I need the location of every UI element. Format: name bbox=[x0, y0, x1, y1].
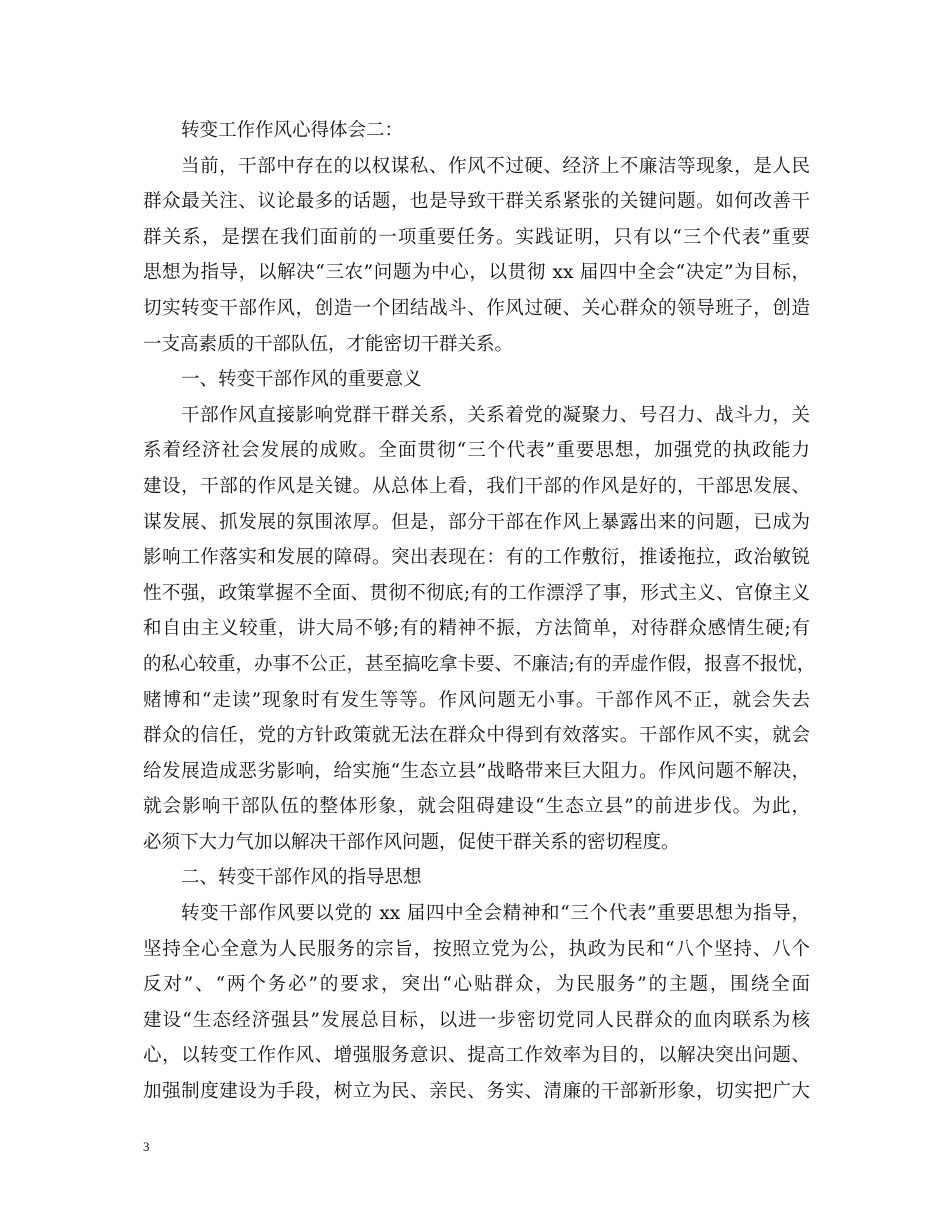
text-line: 赌博和“走读”现象时有发生等等。作风问题无小事。干部作风不正，就会失去 bbox=[143, 689, 810, 711]
section-heading-2 bbox=[143, 860, 810, 896]
text-line: 群众最关注、议论最多的话题，也是导致干群关系紧张的关键问题。如何改善干 bbox=[143, 191, 810, 213]
text-line: 当前，干部中存在的以权谋私、作风不过硬、经济上不廉洁等现象，是人民 bbox=[181, 155, 810, 177]
text-line: 转变干部作风要以党的 xx 届四中全会精神和“三个代表”重要思想为指导， bbox=[181, 903, 810, 925]
text-line: 干部作风直接影响党群干群关系，关系着党的凝聚力、号召力、战斗力，关 bbox=[181, 404, 810, 426]
text-line: 切实转变干部作风，创造一个团结战斗、作风过硬、关心群众的领导班子，创造 bbox=[143, 297, 810, 319]
text-line: 系着经济社会发展的成败。全面贯彻“三个代表”重要思想，加强党的执政能力 bbox=[143, 440, 810, 462]
text-line: 反对”、“两个务必”的要求，突出“心贴群众，为民服务”的主题，围绕全面 bbox=[143, 974, 810, 996]
text-line: 的私心较重，办事不公正，甚至搞吃拿卡要、不廉洁;有的弄虚作假，报喜不报忧， bbox=[143, 653, 816, 675]
paragraph-significance bbox=[143, 398, 816, 861]
text-line: 建设，干部的作风是关键。从总体上看，我们干部的作风是好的，干部思发展、 bbox=[143, 475, 810, 497]
document-title: 转变工作作风心得体会二： bbox=[181, 120, 404, 141]
text-line: 必须下大力气加以解决干部作风问题，促使干群关系的密切程度。 bbox=[143, 831, 680, 853]
section-heading-1 bbox=[143, 362, 810, 398]
text-line: 一支高素质的干部队伍，才能密切干群关系。 bbox=[143, 333, 514, 355]
text-line: 思想为指导，以解决“三农”问题为中心，以贯彻 xx 届四中全会“决定”为目标， bbox=[143, 262, 810, 284]
text-line: 谋发展、抓发展的氛围浓厚。但是，部分干部在作风上暴露出来的问题，已成为 bbox=[143, 511, 810, 533]
section-heading: 一、转变干部作风的重要意义 bbox=[181, 369, 422, 391]
page-number: 3 bbox=[143, 1139, 150, 1154]
text-line: 影响工作落实和发展的障碍。突出表现在：有的工作敷衍，推诿拖拉，政治敏锐 bbox=[143, 547, 810, 569]
paragraph-guiding-thought bbox=[143, 896, 810, 1110]
text-line: 心，以转变工作作风、增强服务意识、提高工作效率为目的，以解决突出问题、 bbox=[143, 1045, 810, 1067]
text-line: 就会影响干部队伍的整体形象，就会阻碍建设“生态立县”的前进步伐。为此， bbox=[143, 796, 810, 818]
text-line: 建设“生态经济强县”发展总目标，以进一步密切党同人民群众的血肉联系为核 bbox=[143, 1009, 810, 1031]
text-line: 给发展造成恶劣影响，给实施“生态立县”战略带来巨大阻力。作风问题不解决， bbox=[143, 760, 810, 782]
document-body bbox=[143, 113, 816, 1110]
section-heading: 二、转变干部作风的指导思想 bbox=[181, 867, 422, 889]
text-line: 性不强，政策掌握不全面、贯彻不彻底;有的工作漂浮了事，形式主义、官僚主义 bbox=[143, 582, 810, 604]
text-line: 坚持全心全意为人民服务的宗旨，按照立党为公，执政为民和“八个坚持、八个 bbox=[143, 938, 810, 960]
text-line: 加强制度建设为手段，树立为民、亲民、务实、清廉的干部新形象，切实把广大 bbox=[143, 1081, 810, 1103]
text-line: 群关系，是摆在我们面前的一项重要任务。实践证明，只有以“三个代表”重要 bbox=[143, 226, 810, 248]
text-line: 群众的信任，党的方针政策就无法在群众中得到有效落实。干部作风不实，就会 bbox=[143, 725, 810, 747]
paragraph-intro bbox=[143, 149, 810, 363]
text-line: 和自由主义较重，讲大局不够;有的精神不振，方法简单，对待群众感情生硬;有 bbox=[143, 618, 810, 640]
